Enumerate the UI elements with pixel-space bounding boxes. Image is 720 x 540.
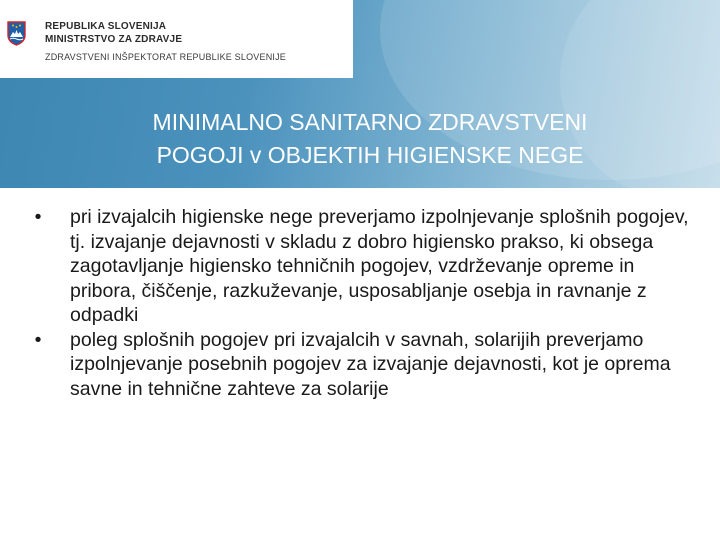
list-item-text: pri izvajalcih higienske nege preverjamo izpolnjevanje splošnih pogojev, tj. izvajanje dejavnosti v skladu z dobro higiensko prakso, ki obsega zagotavljanje higiensko tehničnih pogojev, vzdrževanje opreme in pribora, čiščenje, razkuževanje, usposabljanje osebja in ravnanje z odpadki (70, 206, 689, 326)
list-item-text: poleg splošnih pogojev pri izvajalcih v savnah, solarijih preverjamo izpolnjevanje posebnih pogojev za izvajanje dejavnosti, kot je oprema savne in tehnične zahteve za solarije (70, 328, 671, 400)
list-item (28, 205, 698, 328)
header-banner (0, 0, 720, 188)
slide-title-line-2: POGOJI v OBJEKTIH HIGIENSKE NEGE (156, 142, 584, 168)
bullet-marker: • (34, 206, 42, 228)
logo-ministry-text: MINISTRSTVO ZA ZDRAVJE (45, 34, 183, 45)
bullet-marker: • (34, 328, 42, 351)
logo-inspectorate-text: ZDRAVSTVENI INŠPEKTORAT REPUBLIKE SLOVENIJE (45, 52, 286, 62)
list-item (28, 328, 698, 402)
bullet-list (28, 205, 698, 401)
coat-of-arms-icon (7, 21, 26, 46)
slide-title (40, 106, 700, 172)
ministry-logo (0, 0, 353, 78)
logo-republic-text: REPUBLIKA SLOVENIJA (45, 21, 167, 32)
slide-title-line-1: MINIMALNO SANITARNO ZDRAVSTVENI (152, 109, 588, 135)
